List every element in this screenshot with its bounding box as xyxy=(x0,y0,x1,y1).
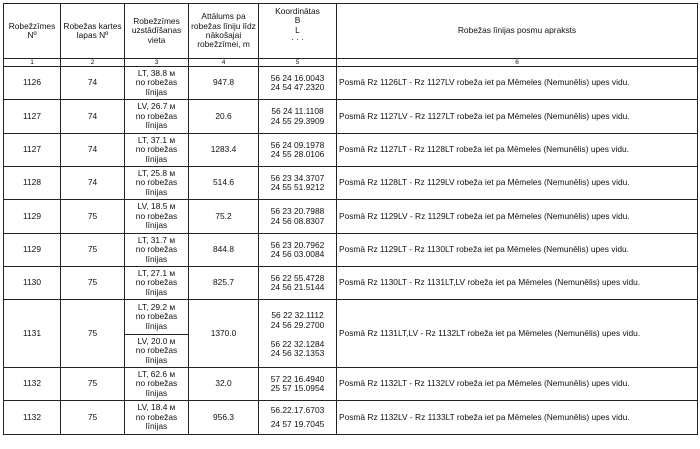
install-place xyxy=(125,368,189,401)
place-text: līnijas xyxy=(145,421,168,432)
coordinate-b: 56 22 55.4728 xyxy=(270,272,325,283)
column-number: 5 xyxy=(259,59,337,67)
place-text: līnijas xyxy=(145,86,168,97)
table-row xyxy=(4,234,698,267)
place-side-distance: LV, 26.7 м xyxy=(137,101,176,112)
distance: 844.8 xyxy=(189,234,259,267)
coordinates xyxy=(259,368,337,401)
document-page xyxy=(3,3,698,435)
header-distance: Attālums pa robežas līniju līdz nākošajai robežzīmei, m xyxy=(189,4,259,59)
place-text: līnijas xyxy=(145,320,168,331)
map-sheet: 75 xyxy=(61,267,125,300)
header-marker-no: Robežzīmes Nº xyxy=(4,4,61,59)
coordinates xyxy=(259,167,337,200)
marker-no: 1132 xyxy=(4,401,61,435)
coordinate-l: 25 57 15.0954 xyxy=(270,383,325,393)
section-description: Posmā Rz 1132LT - Rz 1132LV robeža iet pa Mēmeles (Nemunēlis) upes vidu. xyxy=(337,368,698,401)
place-text: līnijas xyxy=(145,253,168,264)
map-sheet: 75 xyxy=(61,234,125,267)
section-description: Posmā Rz 1132LV - Rz 1133LT robeža iet pa Mēmeles (Nemunēlis) upes vidu. xyxy=(337,401,698,435)
coordinates xyxy=(259,134,337,167)
place-text: no robežas xyxy=(135,411,178,422)
map-sheet: 75 xyxy=(61,200,125,234)
marker-no: 1128 xyxy=(4,167,61,200)
section-description: Posmā Rz 1128LT - Rz 1129LV robeža iet pa Mēmeles (Nemunēlis) upes vidu. xyxy=(337,167,698,200)
coordinates xyxy=(259,200,337,234)
coordinates xyxy=(259,100,337,134)
header-row xyxy=(4,4,698,59)
coordinates xyxy=(259,267,337,300)
coordinate-b: 57 22 16.4940 xyxy=(270,373,325,384)
header-install-place: Robežzīmes uzstādīšanas vieta xyxy=(125,4,189,59)
column-number: 1 xyxy=(4,59,61,67)
marker-no: 1132 xyxy=(4,368,61,401)
place-text: no robežas xyxy=(135,311,178,322)
place-text: no robežas xyxy=(135,110,178,121)
map-sheet: 74 xyxy=(61,167,125,200)
table-row xyxy=(4,134,698,167)
map-sheet: 75 xyxy=(61,300,125,368)
coordinate-b: 56 23 34.3707 xyxy=(270,172,325,183)
coordinate-l: 24 57 19.7045 xyxy=(270,418,325,429)
distance: 825.7 xyxy=(189,267,259,300)
column-number-row xyxy=(4,59,698,67)
coordinates xyxy=(259,401,337,435)
distance: 514.6 xyxy=(189,167,259,200)
table-row xyxy=(4,368,698,401)
place-text: no robežas xyxy=(135,345,178,356)
install-place xyxy=(125,234,189,267)
table-row xyxy=(4,401,698,435)
section-description: Posmā Rz 1130LT - Rz 1131LT,LV robeža iet pa Mēmeles (Nemunēlis) upes vidu. xyxy=(337,267,698,300)
place-side-distance: LV, 18.4 м xyxy=(137,402,176,413)
coordinate-l: 24 56 21.5144 xyxy=(270,282,325,292)
distance: 956.3 xyxy=(189,401,259,435)
install-place xyxy=(125,167,189,200)
coordinate-l-lt: 24 56 29.2700 xyxy=(270,319,325,330)
place-side-distance: LT, 38.8 м xyxy=(137,67,176,78)
border-markers-table xyxy=(3,3,698,435)
coordinate-b-lv: 56 22 32.1284 xyxy=(270,339,325,349)
header-coordinates-l: L xyxy=(295,24,300,35)
header-description: Robežas līnijas posmu apraksts xyxy=(337,4,698,59)
table-row xyxy=(4,67,698,100)
marker-no: 1130 xyxy=(4,267,61,300)
place-side-distance: LT, 31.7 м xyxy=(137,234,176,245)
table-row xyxy=(4,167,698,200)
place-side-distance: LT, 37.1 м xyxy=(137,134,176,145)
install-place-lt xyxy=(125,300,189,335)
place-text: no robežas xyxy=(135,210,178,221)
coordinate-b: 56 24 11.1108 xyxy=(271,106,324,117)
marker-no: 1127 xyxy=(4,100,61,134)
marker-no: 1129 xyxy=(4,234,61,267)
place-text: līnijas xyxy=(145,387,168,398)
install-place xyxy=(125,134,189,167)
section-description: Posmā Rz 1127LT - Rz 1128LT robeža iet pa Mēmeles (Nemunēlis) upes vidu. xyxy=(337,134,698,167)
place-text: no robežas xyxy=(135,244,178,255)
install-place xyxy=(125,267,189,300)
coordinates xyxy=(259,300,337,368)
place-side-distance: LT, 29.2 м xyxy=(137,301,176,312)
place-side-distance: LV, 18.5 м xyxy=(137,201,176,212)
place-text: līnijas xyxy=(145,286,168,297)
coordinate-b-lt: 56 22 32.1112 xyxy=(271,310,324,321)
distance: 947.8 xyxy=(189,67,259,100)
header-coordinates-title: Koordinātas xyxy=(275,6,320,16)
place-side-distance: LT, 27.1 м xyxy=(137,267,176,278)
place-text: no robežas xyxy=(135,144,178,155)
section-description: Posmā Rz 1129LV - Rz 1129LT robeža iet pa Mēmeles (Nemunēlis) upes vidu. xyxy=(337,200,698,234)
place-text: līnijas xyxy=(145,220,168,231)
column-number: 4 xyxy=(189,59,259,67)
marker-no: 1131 xyxy=(4,300,61,368)
table-row xyxy=(4,267,698,300)
section-description: Posmā Rz 1126LT - Rz 1127LV robeža iet pa Mēmeles (Nemunēlis) upes vidu. xyxy=(337,67,698,100)
install-place xyxy=(125,200,189,234)
section-description: Posmā Rz 1129LT - Rz 1130LT robeža iet pa Mēmeles (Nemunēlis) upes vidu. xyxy=(337,234,698,267)
table-row xyxy=(4,300,698,335)
table-row xyxy=(4,100,698,134)
coordinate-l-lv: 24 56 32.1353 xyxy=(270,348,325,359)
column-number: 3 xyxy=(125,59,189,67)
column-number: 2 xyxy=(61,59,125,67)
header-map-sheet: Robežas kartes lapas Nº xyxy=(61,4,125,59)
place-side-distance: LV, 20.0 м xyxy=(137,335,176,346)
place-text: līnijas xyxy=(145,186,168,197)
place-text: no robežas xyxy=(135,177,178,188)
coordinate-l: 24 56 03.0084 xyxy=(270,249,325,259)
install-place xyxy=(125,100,189,134)
coordinates xyxy=(259,234,337,267)
place-text: no robežas xyxy=(135,378,178,389)
place-text: no robežas xyxy=(135,77,178,88)
place-text: līnijas xyxy=(145,153,168,164)
column-number: 6 xyxy=(337,59,698,67)
coordinate-b: 56 23 20.7988 xyxy=(270,206,325,217)
distance: 1370.0 xyxy=(189,300,259,368)
coordinate-l: 24 55 29.3909 xyxy=(270,115,325,126)
coordinate-b: 56 24 09.1978 xyxy=(270,139,325,150)
map-sheet: 74 xyxy=(61,134,125,167)
coordinates xyxy=(259,67,337,100)
header-coordinates-b: B xyxy=(294,15,301,26)
coordinate-l: 24 55 51.9212 xyxy=(270,182,325,192)
place-text: līnijas xyxy=(145,354,168,365)
place-text: no robežas xyxy=(135,277,178,288)
coordinate-l: 24 54 47.2320 xyxy=(270,82,325,92)
distance: 1283.4 xyxy=(189,134,259,167)
section-description: Posmā Rz 1131LT,LV - Rz 1132LT robeža iet pa Mēmeles (Nemunēlis) upes vidu. xyxy=(337,300,698,368)
coordinate-l: 24 56 08.8307 xyxy=(270,215,325,226)
marker-no: 1126 xyxy=(4,67,61,100)
map-sheet: 74 xyxy=(61,100,125,134)
table-row xyxy=(4,200,698,234)
coordinate-b: 56 23 20.7962 xyxy=(270,239,325,250)
marker-no: 1129 xyxy=(4,200,61,234)
place-text: līnijas xyxy=(145,120,168,131)
marker-no: 1127 xyxy=(4,134,61,167)
distance: 32.0 xyxy=(189,368,259,401)
install-place-lv xyxy=(125,335,189,368)
distance: 20.6 xyxy=(189,100,259,134)
coordinate-l: 24 55 28.0106 xyxy=(270,149,325,159)
coordinate-b: 56.22.17.6703 xyxy=(270,405,325,416)
install-place xyxy=(125,401,189,435)
coordinate-b: 56 24 16.0043 xyxy=(270,72,325,83)
section-description: Posmā Rz 1127LV - Rz 1127LT robeža iet pa Mēmeles (Nemunēlis) upes vidu. xyxy=(337,100,698,134)
place-side-distance: LT, 25.8 м xyxy=(137,167,176,178)
map-sheet: 75 xyxy=(61,368,125,401)
distance: 75.2 xyxy=(189,200,259,234)
install-place xyxy=(125,67,189,100)
place-side-distance: LT, 62.6 м xyxy=(137,368,176,379)
map-sheet: 74 xyxy=(61,67,125,100)
header-coordinates-dots: · · · xyxy=(290,34,305,45)
map-sheet: 75 xyxy=(61,401,125,435)
header-coordinates xyxy=(259,4,337,59)
